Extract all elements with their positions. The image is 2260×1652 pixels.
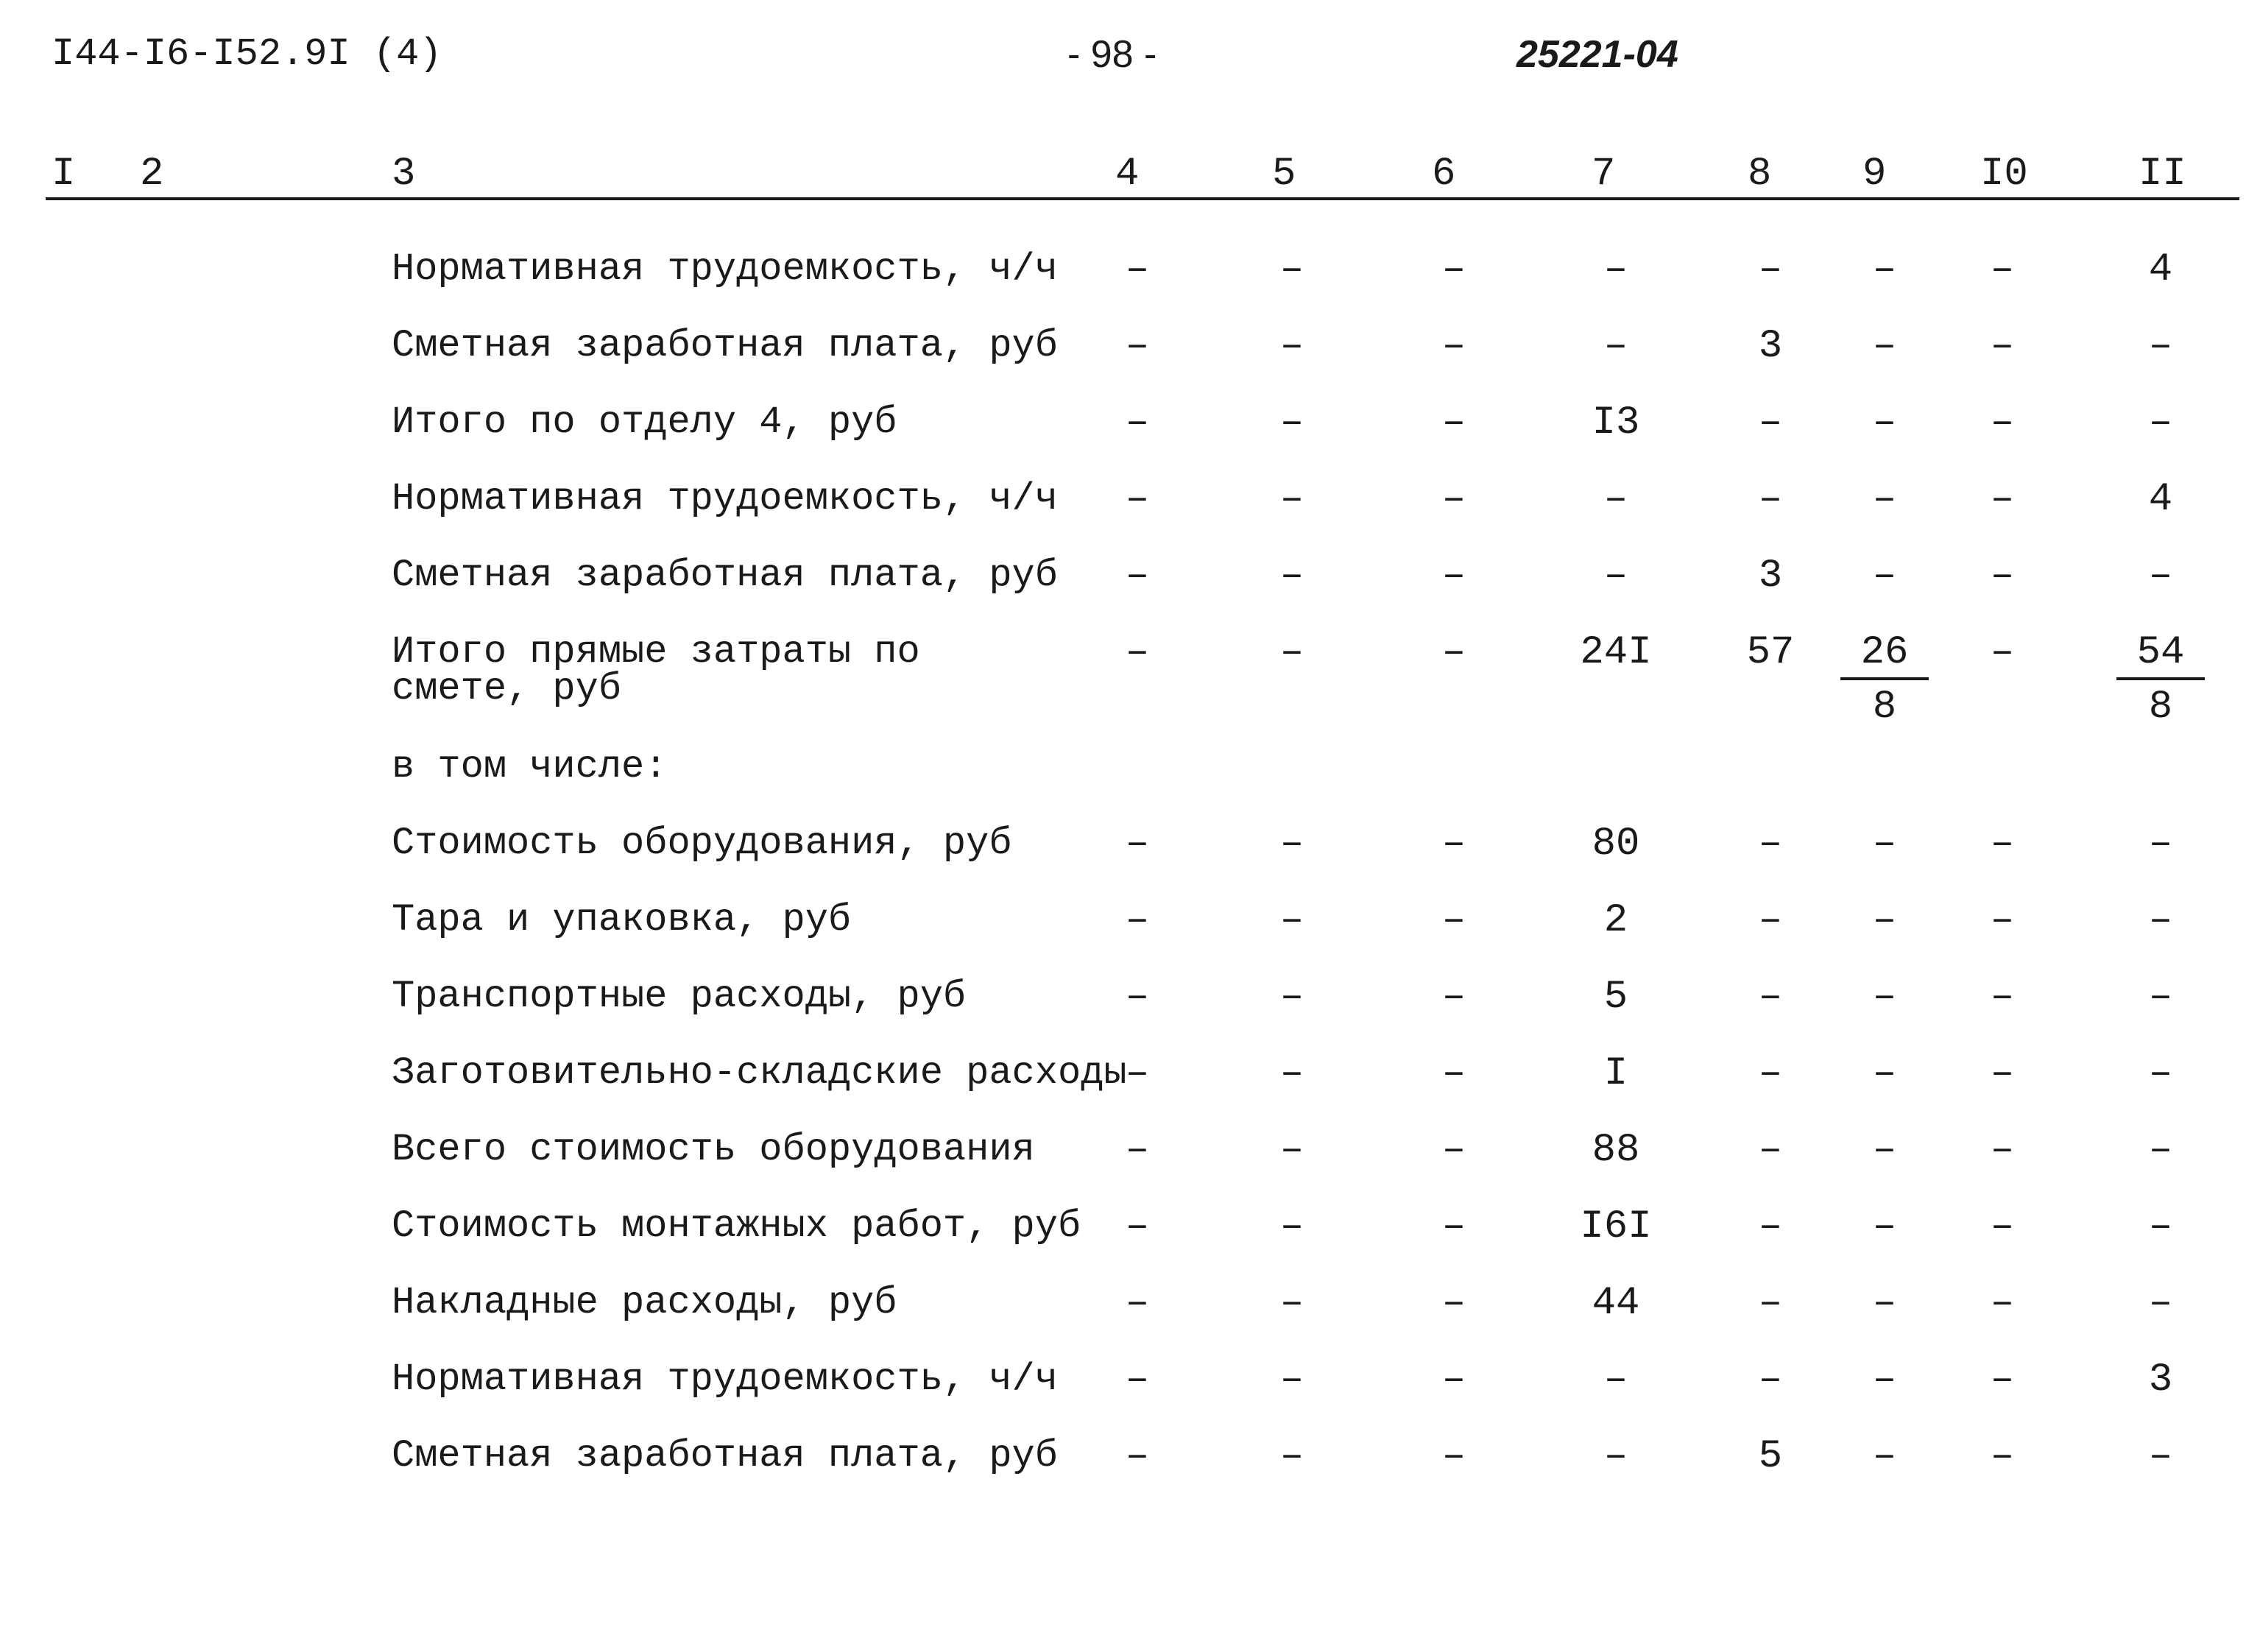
row-label: Всего стоимость оборудования [392, 1128, 1035, 1171]
table-cell: 44 [1592, 1281, 1640, 1326]
table-cell: – [1872, 1128, 1897, 1173]
table-cell: – [1990, 898, 2015, 943]
table-cell: – [1279, 822, 1304, 866]
table-cell: – [1279, 898, 1304, 943]
table-cell: 5 [1603, 975, 1628, 1020]
table-row [0, 1051, 2260, 1128]
fraction-cell [2116, 630, 2205, 730]
table-cell: – [1872, 1358, 1897, 1402]
table-cell: 88 [1592, 1128, 1640, 1173]
table-cell: – [1125, 630, 1150, 675]
table-cell: – [1125, 477, 1150, 522]
table-cell: – [1125, 247, 1150, 292]
table-row [0, 898, 2260, 975]
table-cell: – [1441, 1128, 1466, 1173]
table-cell: – [1441, 975, 1466, 1020]
table-cell: – [1441, 400, 1466, 445]
column-header: I [52, 152, 76, 197]
table-cell: – [2148, 1051, 2173, 1096]
row-label: Нормативная трудоемкость, ч/ч [392, 1358, 1058, 1401]
table-cell: – [2148, 554, 2173, 599]
table-cell: I3 [1592, 400, 1640, 445]
table-row [0, 554, 2260, 630]
table-cell: – [1441, 1051, 1466, 1096]
table-cell: – [1872, 477, 1897, 522]
table-cell: – [1125, 400, 1150, 445]
table-cell: 24I [1580, 630, 1652, 675]
table-cell: 4 [2148, 477, 2173, 522]
table-cell: – [1758, 898, 1783, 943]
fraction-numerator: 54 [2116, 633, 2205, 680]
table-cell: – [1125, 1204, 1150, 1249]
table-cell: – [1758, 1281, 1783, 1326]
column-header: 3 [392, 152, 416, 197]
row-label-continuation: смете, руб [392, 667, 622, 710]
table-cell: 3 [1758, 324, 1783, 369]
table-cell: – [1872, 1204, 1897, 1249]
table-cell: – [1441, 1434, 1466, 1479]
table-cell: – [1279, 247, 1304, 292]
table-row [0, 1128, 2260, 1204]
table-row [0, 630, 2260, 730]
table-cell: – [1872, 247, 1897, 292]
table-cell: – [1279, 1434, 1304, 1479]
table-cell: – [2148, 975, 2173, 1020]
table-cell: – [1279, 1358, 1304, 1402]
table-cell: – [1872, 898, 1897, 943]
table-cell: I6I [1580, 1204, 1652, 1249]
table-cell: – [1872, 1434, 1897, 1479]
table-cell: – [1758, 1051, 1783, 1096]
table-row [0, 975, 2260, 1051]
table-cell: – [1872, 324, 1897, 369]
table-cell: – [1441, 247, 1466, 292]
table-cell: – [1990, 975, 2015, 1020]
fraction-numerator: 26 [1840, 633, 1929, 680]
column-header: I0 [1980, 152, 2028, 197]
row-label: Тара и упаковка, руб [392, 898, 852, 942]
table-row [0, 745, 2260, 822]
table-cell: – [1758, 822, 1783, 866]
table-row [0, 1360, 2260, 1434]
row-label: Сметная заработная плата, руб [392, 1434, 1058, 1478]
table-cell: – [2148, 1434, 2173, 1479]
table-cell: – [1125, 898, 1150, 943]
table-cell: – [1279, 975, 1304, 1020]
table-cell: 3 [2148, 1358, 2173, 1402]
row-label: Нормативная трудоемкость, ч/ч [392, 477, 1058, 520]
table-cell: I [1603, 1051, 1628, 1096]
table-cell: – [1872, 1051, 1897, 1096]
table-cell: – [1758, 1128, 1783, 1173]
table-cell: 3 [1758, 554, 1783, 599]
table-cell: – [1125, 324, 1150, 369]
table-cell: – [1990, 1281, 2015, 1326]
table-cell: – [1441, 898, 1466, 943]
table-row [0, 477, 2260, 554]
table-cell: – [1441, 477, 1466, 522]
row-label: Сметная заработная плата, руб [392, 554, 1058, 597]
table-cell: – [1990, 1051, 2015, 1096]
table-cell: 57 [1746, 630, 1795, 675]
table-cell: – [1872, 1281, 1897, 1326]
row-label: Нормативная трудоемкость, ч/ч [392, 247, 1058, 291]
row-label: Сметная заработная плата, руб [392, 324, 1058, 367]
table-cell: – [2148, 400, 2173, 445]
table-cell: – [1758, 477, 1783, 522]
row-label: Заготовительно-складские расходы [392, 1051, 1127, 1095]
table-cell: – [2148, 324, 2173, 369]
table-row [0, 400, 2260, 477]
table-cell: – [1441, 554, 1466, 599]
table-cell: – [1603, 247, 1628, 292]
table-cell: 4 [2148, 247, 2173, 292]
table-cell: – [1441, 1281, 1466, 1326]
row-label: Накладные расходы, руб [392, 1281, 897, 1324]
table-cell: – [1990, 324, 2015, 369]
column-header: 2 [140, 152, 164, 197]
table-cell: – [1441, 822, 1466, 866]
page-number: - 98 - [1067, 33, 1157, 76]
table-cell: – [1441, 630, 1466, 675]
table-cell: – [1603, 1358, 1628, 1402]
table-cell: – [1441, 1204, 1466, 1249]
table-cell: 80 [1592, 822, 1640, 866]
table-cell: – [1441, 324, 1466, 369]
fraction-cell [1840, 630, 1929, 730]
table-cell: – [1125, 1434, 1150, 1479]
row-label: Стоимость монтажных работ, руб [392, 1204, 1081, 1248]
table-cell: – [1279, 1128, 1304, 1173]
inventory-number: 25221-04 [1516, 33, 1678, 76]
table-cell: – [1872, 400, 1897, 445]
table-cell: – [1758, 1204, 1783, 1249]
table-cell: – [1990, 400, 2015, 445]
table-cell: – [1872, 822, 1897, 866]
table-cell: – [1990, 477, 2015, 522]
document-code: I44-I6-I52.9I (4) [52, 32, 442, 76]
table-cell: – [1758, 400, 1783, 445]
column-header: 4 [1115, 152, 1140, 197]
table-cell: – [1441, 1358, 1466, 1402]
header-rule [46, 197, 2239, 200]
table-cell: – [1990, 554, 2015, 599]
column-header: 6 [1432, 152, 1456, 197]
table-cell: – [1990, 1358, 2015, 1402]
table-cell: – [1279, 477, 1304, 522]
row-label: Итого по отделу 4, руб [392, 400, 897, 444]
table-cell: – [1125, 1051, 1150, 1096]
column-header: 9 [1862, 152, 1887, 197]
table-cell: – [1990, 1204, 2015, 1249]
table-cell: – [1125, 1128, 1150, 1173]
table-row [0, 1434, 2260, 1511]
table-cell: – [1603, 554, 1628, 599]
row-label: в том числе: [392, 745, 668, 788]
table-cell: – [1603, 324, 1628, 369]
table-cell: – [1125, 975, 1150, 1020]
fraction-denominator: 8 [2148, 685, 2173, 730]
table-cell: – [1279, 1051, 1304, 1096]
fraction-denominator: 8 [1872, 685, 1897, 730]
table-cell: – [2148, 898, 2173, 943]
table-cell: 5 [1758, 1434, 1783, 1479]
table-row [0, 822, 2260, 898]
column-header: 7 [1592, 152, 1616, 197]
table-row [0, 1281, 2260, 1358]
table-cell: – [1990, 630, 2015, 675]
table-cell: – [1125, 554, 1150, 599]
table-cell: – [1279, 554, 1304, 599]
table-cell: – [1603, 477, 1628, 522]
table-cell: – [1990, 1128, 2015, 1173]
table-cell: – [1603, 1434, 1628, 1479]
column-header: 5 [1272, 152, 1296, 197]
table-cell: – [1990, 1434, 2015, 1479]
table-cell: – [1758, 247, 1783, 292]
table-cell: – [1758, 975, 1783, 1020]
table-cell: – [1872, 975, 1897, 1020]
table-cell: – [1279, 1204, 1304, 1249]
row-label: Транспортные расходы, руб [392, 975, 967, 1018]
table-cell: – [1125, 1358, 1150, 1402]
table-cell: – [2148, 1281, 2173, 1326]
table-cell: – [2148, 1128, 2173, 1173]
table-cell: – [1279, 324, 1304, 369]
table-cell: – [1125, 1281, 1150, 1326]
table-row [0, 247, 2260, 324]
table-cell: – [1872, 554, 1897, 599]
table-cell: – [1125, 822, 1150, 866]
table-row [0, 324, 2260, 400]
row-label: Стоимость оборудования, руб [392, 822, 1012, 865]
row-label: Итого прямые затраты по [392, 630, 920, 674]
table-cell: 2 [1603, 898, 1628, 943]
table-cell: – [2148, 1204, 2173, 1249]
table-row [0, 1204, 2260, 1281]
table-cell: – [2148, 822, 2173, 866]
table-cell: – [1279, 400, 1304, 445]
column-header: II [2139, 152, 2186, 197]
column-header: 8 [1748, 152, 1772, 197]
table-cell: – [1758, 1358, 1783, 1402]
table-cell: – [1990, 247, 2015, 292]
table-cell: – [1990, 822, 2015, 866]
table-cell: – [1279, 630, 1304, 675]
table-cell: – [1279, 1281, 1304, 1326]
